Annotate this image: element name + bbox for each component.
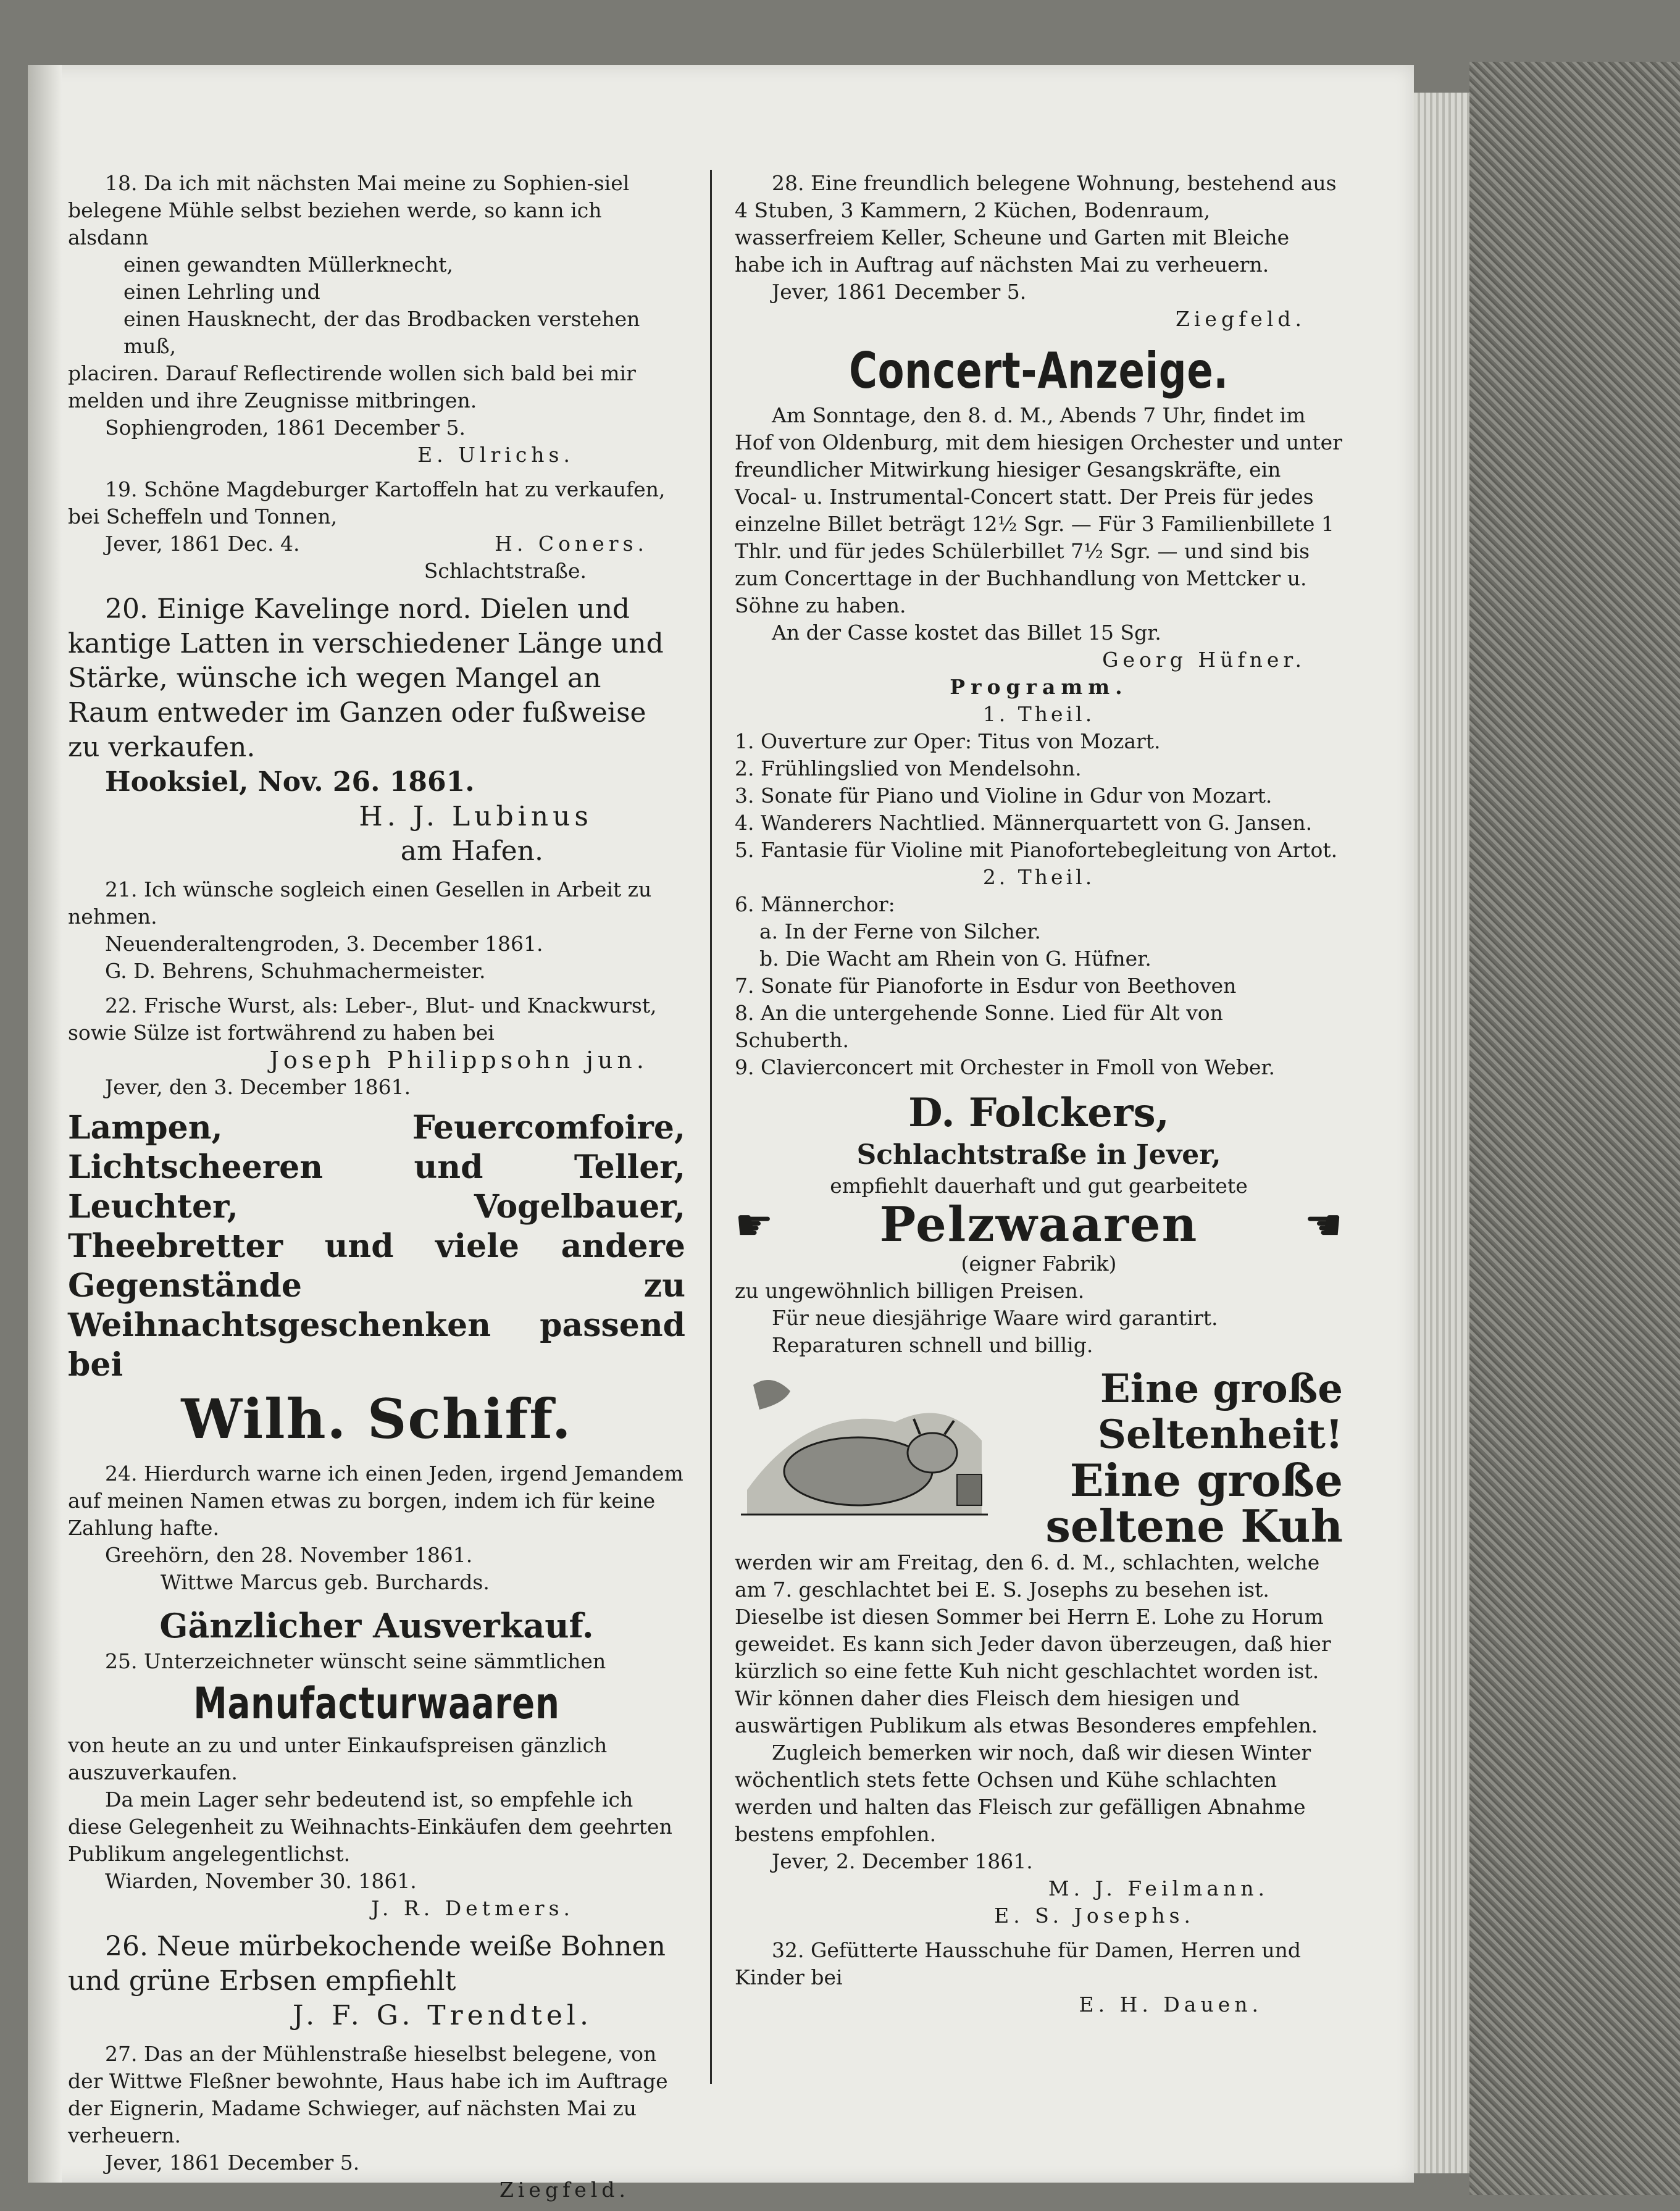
concert-ad [735,340,1343,1081]
ad-text: 18. Da ich mit nächsten Mai meine zu Sophien-siel belegene Mühle selbst beziehen werde, so kann ich alsdann [68,171,630,249]
ad-text: einen gewandten Müllerknecht, [123,253,453,277]
ad-address: Schlachtstraße in Jever, [856,1139,1221,1171]
ad-text: einen Hausknecht, der das Brodbacken verstehen muß, [123,307,640,358]
program-item: 5. Fantasie für Violine mit Pianofortebegleitung von Artot. [735,838,1338,862]
ad-28 [735,170,1343,333]
ad-date: Wiarden, November 30. 1861. [105,1869,417,1893]
ad-text: 21. Ich wünsche sogleich einen Gesellen in Arbeit zu nehmen. [68,877,652,929]
book-cover [1469,62,1680,2195]
ad-headline-text: Lampen, Feuercomfoire, Lichtscheeren und Teller, Leuchter, Vogelbauer, Theebretter und viele andere Gegenstände zu Weihnachtsgeschenken passend bei [68,1109,685,1384]
ad-text: 27. Das an der Mühlenstraße hieselbst belegene, von der Wittwe Fleßner bewohnte, Haus habe ich im Auftrage der Eignerin, Madame Schwieger, auf nächsten Mai zu verheuern. [68,2042,668,2147]
ad-20 [68,592,685,869]
concert-headline: Concert-Anzeige. [849,342,1229,399]
ad-text: Da mein Lager sehr bedeutend ist, so empfehle ich diese Gelegenheit zu Weihnachts-Einkäufen dem geehrten Publikum angelegentlichst. [68,1787,672,1866]
program-title: Programm. [950,675,1128,699]
column-divider [710,170,712,2084]
ad-date: Jever, 2. December 1861. [772,1849,1033,1873]
ad-32 [735,1937,1343,2018]
ad-22 [68,992,685,1101]
ad-text: von heute an zu und unter Einkaufspreisen gänzlich auszuverkaufen. [68,1733,608,1784]
ad-signature: Wittwe Marcus geb. Burchards. [161,1570,490,1594]
program-item: 2. Frühlingslied von Mendelsohn. [735,756,1082,780]
ad-text: Zugleich bemerken wir noch, daß wir diesen Winter wöchentlich stets fette Ochsen und Kühe schlachten werden und halten das Fleisch zur gefälligen Abnahme bestens empfohlen. [735,1741,1311,1846]
ad-product: Manufacturwaaren [193,1678,560,1729]
left-column [68,170,685,2211]
ad-date: Sophiengroden, 1861 December 5. [105,416,466,440]
ad-headline: Gänzlicher Ausverkauf. [159,1606,594,1645]
ad-text: 20. Einige Kavelinge nord. Dielen und kantige Latten in verschiedener Länge und Stärke, wünsche ich wegen Mangel an Raum entweder im Ganzen oder fußweise zu verkaufen. [68,593,664,763]
ad-note: (eigner Fabrik) [961,1252,1117,1276]
ad-21 [68,876,685,985]
cow-ad [735,1366,1343,1929]
cow-headline-line: Eine große [1100,1366,1343,1412]
ad-date: Neuenderaltengroden, 3. December 1861. [105,932,543,956]
program-item: 9. Clavierconcert mit Orchester in Fmoll von Weber. [735,1055,1276,1079]
right-column [735,170,1343,2026]
ad-address: am Hafen. [400,835,543,867]
ad-text: 28. Eine freundlich belegene Wohnung, bestehend aus 4 Stuben, 3 Kammern, 2 Küchen, Bodenraum, wasserfreiem Keller, Scheune und Garten mit Bleiche habe ich in Auftrag auf nächsten Mai zu verheuern. [735,171,1337,277]
program-part: 1. Theil. [982,702,1095,726]
ad-signature: J. R. Detmers. [371,1896,574,1920]
ad-signature: Ziegfeld. [1175,307,1306,331]
ad-signature: G. D. Behrens, Schuhmachermeister. [105,959,486,983]
ad-signature: E. Ulrichs. [417,443,574,467]
cow-headline-line: seltene Kuh [1045,1500,1343,1552]
ad-company: D. Folckers, [908,1090,1169,1136]
ad-text: werden wir am Freitag, den 6. d. M., schlachten, welche am 7. geschlachtet bei E. S. Josephs zu besehen ist. Dieselbe ist diesen Sommer bei Herrn E. Lohe zu Horum geweidet. Es kann sich Jeder davon überzeugen, daß hier kürzlich so eine fette Kuh nicht geschlachtet worden ist. Wir können daher dies Fleisch dem hiesigen und auswärtigen Publikum als etwas Besonderes empfehlen. [735,1550,1331,1737]
ad-address: Schlachtstraße. [424,559,587,583]
ad-signature: H. J. Lubinus [359,801,593,832]
cow-headline [1006,1366,1343,1552]
ad-text: 25. Unterzeichneter wünscht seine sämmtlichen [105,1649,606,1673]
ad-text: 24. Hierdurch warne ich einen Jeden, irgend Jemandem auf meinen Namen etwas zu borgen, indem ich für keine Zahlung hafte. [68,1461,683,1540]
ad-text: 19. Schöne Magdeburger Kartoffeln hat zu verkaufen, bei Scheffeln und Tonnen, [68,477,666,529]
ad-text: An der Casse kostet das Billet 15 Sgr. [772,621,1161,645]
page-edges [1414,93,1469,2173]
folckers-ad [735,1089,1343,1359]
product-banner [735,1197,1343,1253]
ad-text: 22. Frische Wurst, als: Leber-, Blut- und Knackwurst, sowie Sülze ist fortwährend zu haben bei [68,993,657,1045]
ad-text: zu ungewöhnlich billigen Preisen. [735,1279,1085,1303]
ad-date: Jever, 1861 Dec. 4. [105,532,300,556]
ad-27 [68,2041,685,2204]
ad-text: Für neue diesjährige Waare wird garantirt. [772,1306,1218,1330]
program-item: 4. Wanderers Nachtlied. Männerquartett von G. Jansen. [735,811,1313,835]
ad-date: Hooksiel, Nov. 26. 1861. [105,766,475,798]
ad-signature: Ziegfeld. [499,2178,630,2202]
program-item: 6. Männerchor: [735,892,895,916]
ad-signature: E. S. Josephs. [994,1904,1195,1928]
ad-signature: H. Coners. [495,532,648,556]
ad-text: Am Sonntage, den 8. d. M., Abends 7 Uhr, findet im Hof von Oldenburg, mit dem hiesigen Orchester und unter freundlicher Mitwirkung hiesiger Gesangskräfte, ein Vocal- u. Instrumental-Concert statt. Der Preis für jedes einzelne Billet beträgt 12½ Sgr. — Für 3 Familienbillete 1 Thlr. und für jedes Schülerbillet 7½ Sgr. — und sind bis zum Concerttage in der Buchhandlung von Mettcker u. Söhne zu haben. [735,403,1342,617]
ad-text: placiren. Darauf Reflectirende wollen sich bald bei mir melden und ihre Zeugnisse mitbringen. [68,361,636,412]
cow-illustration [735,1366,994,1527]
ad-signature: Wilh. Schiff. [181,1387,572,1451]
ad-date: Jever, 1861 December 5. [105,2150,360,2175]
ad-text: empfiehlt dauerhaft und gut gearbeitete [830,1174,1248,1198]
ad-25 [68,1603,685,1922]
program-item: 8. An die untergehende Sonne. Lied für Alt von Schuberth. [735,1001,1223,1052]
ad-signature: Joseph Philippsohn jun. [269,1047,648,1074]
ad-18 [68,170,685,469]
ad-text: Reparaturen schnell und billig. [772,1333,1093,1357]
ad-signature: M. J. Feilmann. [1048,1876,1269,1900]
program-item: b. Die Wacht am Rhein von G. Hüfner. [759,947,1151,971]
ad-23 [68,1108,685,1453]
cow-header [735,1366,1343,1552]
program-part: 2. Theil. [982,865,1095,889]
ad-26 [68,1929,685,2033]
spine-shadow [28,65,62,2183]
cow-headline-line: Seltenheit! [1097,1411,1343,1458]
ad-date: Jever, den 3. December 1861. [105,1075,411,1099]
ad-signature: Georg Hüfner. [1102,648,1306,672]
ad-text: 32. Gefütterte Hausschuhe für Damen, Herren und Kinder bei [735,1938,1301,1989]
ad-text: einen Lehrling und [123,280,320,304]
program-item: a. In der Ferne von Silcher. [759,919,1041,943]
ad-date: Jever, 1861 December 5. [772,280,1027,304]
cow-headline-line: Eine große [1069,1454,1343,1507]
ad-19 [68,476,685,585]
ad-text: 26. Neue mürbekochende weiße Bohnen und grüne Erbsen empfiehlt [68,1931,666,1997]
ad-signature: J. F. G. Trendtel. [292,2000,593,2031]
ad-signature: E. H. Dauen. [1079,1992,1263,2017]
pointing-hand-right-icon: ☛ [735,1200,774,1250]
pointing-hand-left-icon: ☚ [1304,1200,1343,1250]
ad-24 [68,1460,685,1596]
program-item: 7. Sonate für Pianoforte in Esdur von Beethoven [735,974,1237,998]
program-item: 3. Sonate für Piano und Violine in Gdur von Mozart. [735,784,1273,808]
program-item: 1. Ouverture zur Oper: Titus von Mozart. [735,729,1161,753]
ad-product: Pelzwaaren [879,1197,1198,1253]
ad-date: Greehörn, den 28. November 1861. [105,1543,473,1567]
